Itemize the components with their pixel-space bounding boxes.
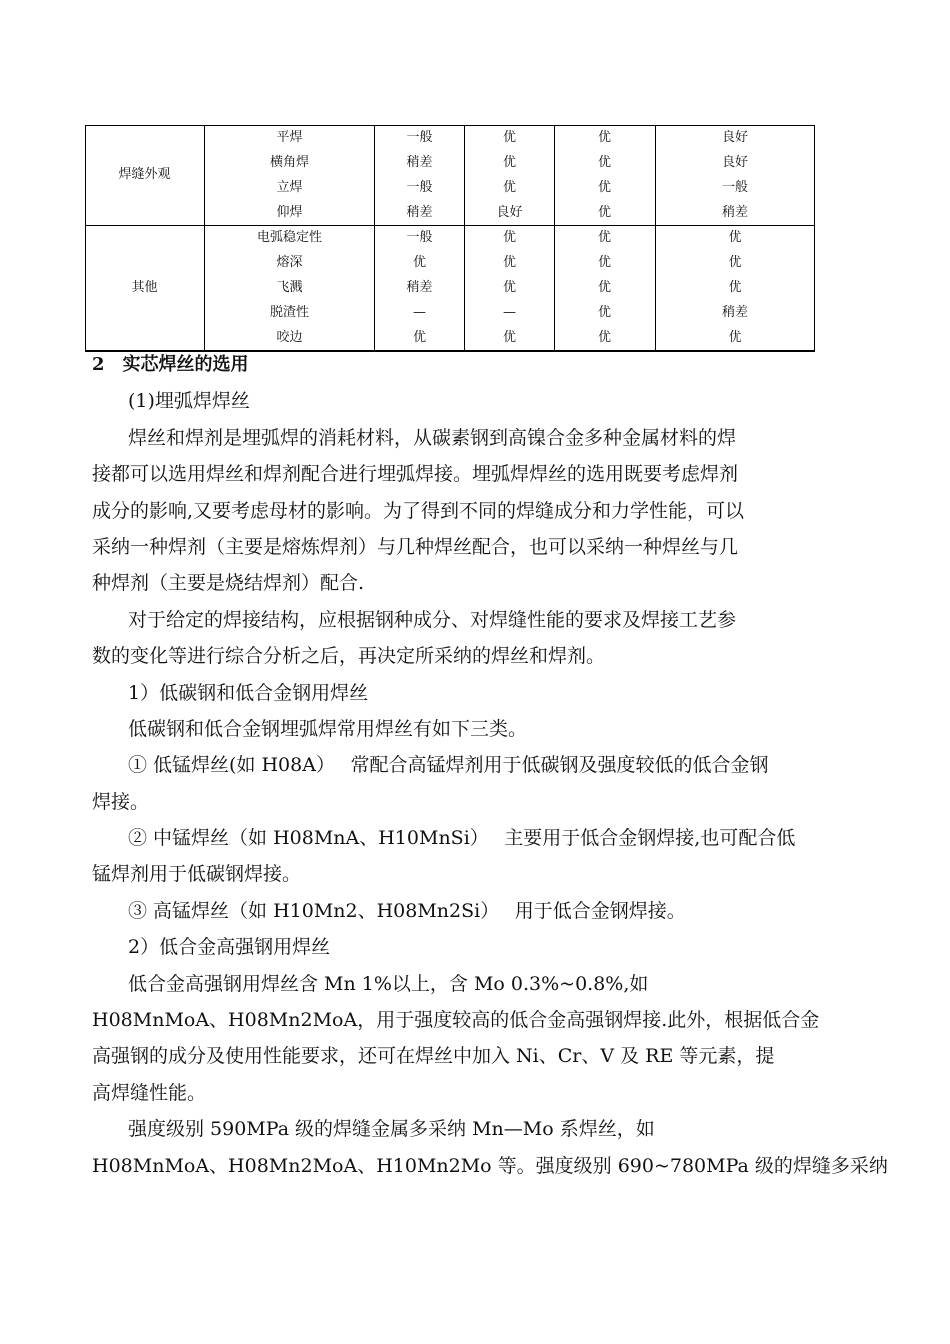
document-body — [92, 347, 888, 1184]
table-row-item: 熔深 — [276, 255, 303, 270]
text-line: 高强钢的成分及使用性能要求，还可在焊丝中加入 Ni、Cr、V 及 RE 等元素，提 — [92, 1045, 775, 1068]
table-cell: 一般 — [406, 180, 433, 195]
table-cell: 优 — [597, 155, 611, 170]
section-heading: 2 实芯焊丝的选用 — [92, 354, 249, 375]
table-border-right — [814, 125, 815, 352]
table-cell: 优 — [597, 305, 611, 320]
table-cell: 优 — [502, 230, 516, 245]
text-line: 低合金高强钢用焊丝含 Mn 1%以上，含 Mo 0.3%~0.8%,如 — [128, 972, 649, 995]
table-cell: 良好 — [721, 155, 748, 170]
table-cell: 优 — [502, 255, 516, 270]
text-line: 采纳一种焊剂（主要是熔炼焊剂）与几种焊丝配合，也可以采纳一种焊丝与几 — [92, 535, 739, 558]
table-cell: 优 — [597, 255, 611, 270]
table-cell: 优 — [728, 330, 742, 345]
table-cell: 优 — [728, 255, 742, 270]
table-row-item: 飞溅 — [276, 280, 303, 295]
table-group-label: 焊缝外观 — [118, 167, 171, 182]
table-cell: 优 — [597, 130, 611, 145]
text-line: 锰焊剂用于低碳钢焊接。 — [92, 863, 302, 886]
text-line: 对于给定的焊接结构，应根据钢种成分、对焊缝性能的要求及焊接工艺参 — [128, 608, 737, 631]
table-row-item: 脱渣性 — [269, 305, 309, 320]
table-cell: 优 — [502, 180, 516, 195]
table-cell: 稍差 — [406, 205, 433, 220]
table-cell: 稍差 — [721, 205, 748, 220]
table-cell: 优 — [412, 330, 426, 345]
table-cell: 稍差 — [406, 155, 433, 170]
table-cell: 优 — [502, 330, 516, 345]
table-row-item: 咬边 — [276, 330, 303, 345]
text-line: 焊接。 — [92, 790, 150, 813]
text-line: ① 低锰焊丝(如 H08A） 常配合高锰焊剂用于低碳钢及强度较低的低合金钢 — [128, 754, 769, 777]
table-cell: 优 — [728, 280, 742, 295]
table-row-item: 电弧稳定性 — [256, 230, 322, 245]
weld-property-table — [85, 125, 815, 352]
table-cell: 优 — [502, 280, 516, 295]
table-cell: 一般 — [406, 130, 433, 145]
text-line: 数的变化等进行综合分析之后，再决定所采纳的焊丝和焊剂。 — [92, 645, 606, 668]
table-cell: 优 — [502, 130, 516, 145]
text-line: 低碳钢和低合金钢埋弧焊常用焊丝有如下三类。 — [128, 717, 528, 740]
table-cell: 优 — [728, 230, 742, 245]
text-line: 成分的影响,又要考虑母材的影响。为了得到不同的焊缝成分和力学性能，可以 — [92, 499, 745, 522]
table-row-item: 平焊 — [276, 130, 303, 145]
table-cell: 优 — [597, 330, 611, 345]
text-line: (1)埋弧焊焊丝 — [128, 390, 250, 413]
table-cell: 一般 — [406, 230, 433, 245]
table-cell: 稍差 — [406, 280, 433, 295]
table-cell: 优 — [502, 155, 516, 170]
table-cell: 稍差 — [721, 305, 748, 320]
text-line: 2）低合金高强钢用焊丝 — [128, 936, 331, 959]
table-cell: — — [503, 305, 516, 320]
text-line: 强度级别 590MPa 级的焊缝金属多采纳 Mn—Mo 系焊丝，如 — [128, 1118, 655, 1141]
table-row-item: 立焊 — [276, 180, 303, 195]
text-line: 高焊缝性能。 — [92, 1081, 207, 1104]
text-line: 种焊剂（主要是烧结焊剂）配合. — [92, 572, 365, 595]
table-row-item: 横角焊 — [269, 155, 309, 170]
text-line: H08MnMoA、H08Mn2MoA、H10Mn2Mo 等。强度级别 690~780MPa 级的焊缝多采纳 — [92, 1154, 888, 1177]
table-row-item: 仰焊 — [276, 205, 303, 220]
table-cell: — — [413, 305, 426, 320]
table-cell: 优 — [597, 205, 611, 220]
text-line: ③ 高锰焊丝（如 H10Mn2、H08Mn2Si） 用于低合金钢焊接。 — [128, 899, 686, 922]
table-cell: 良好 — [496, 205, 523, 220]
table-cell: 优 — [412, 255, 426, 270]
text-line: 接都可以选用焊丝和焊剂配合进行埋弧焊接。埋弧焊焊丝的选用既要考虑焊剂 — [92, 463, 739, 486]
table-cell: 优 — [597, 280, 611, 295]
text-line: ② 中锰焊丝（如 H08MnA、H10MnSi） 主要用于低合金钢焊接,也可配合低 — [128, 827, 796, 850]
table-cell: 一般 — [721, 180, 748, 195]
text-line: H08MnMoA、H08Mn2MoA，用于强度较高的低合金高强钢焊接.此外，根据低合金 — [92, 1009, 820, 1032]
text-line: 焊丝和焊剂是埋弧焊的消耗材料，从碳素钢到高镍合金多种金属材料的焊 — [128, 426, 737, 449]
table-cell: 良好 — [721, 130, 748, 145]
table-cell: 优 — [597, 180, 611, 195]
table-cell: 优 — [597, 230, 611, 245]
text-line: 1）低碳钢和低合金钢用焊丝 — [128, 681, 369, 704]
table-group-label: 其他 — [131, 280, 158, 295]
